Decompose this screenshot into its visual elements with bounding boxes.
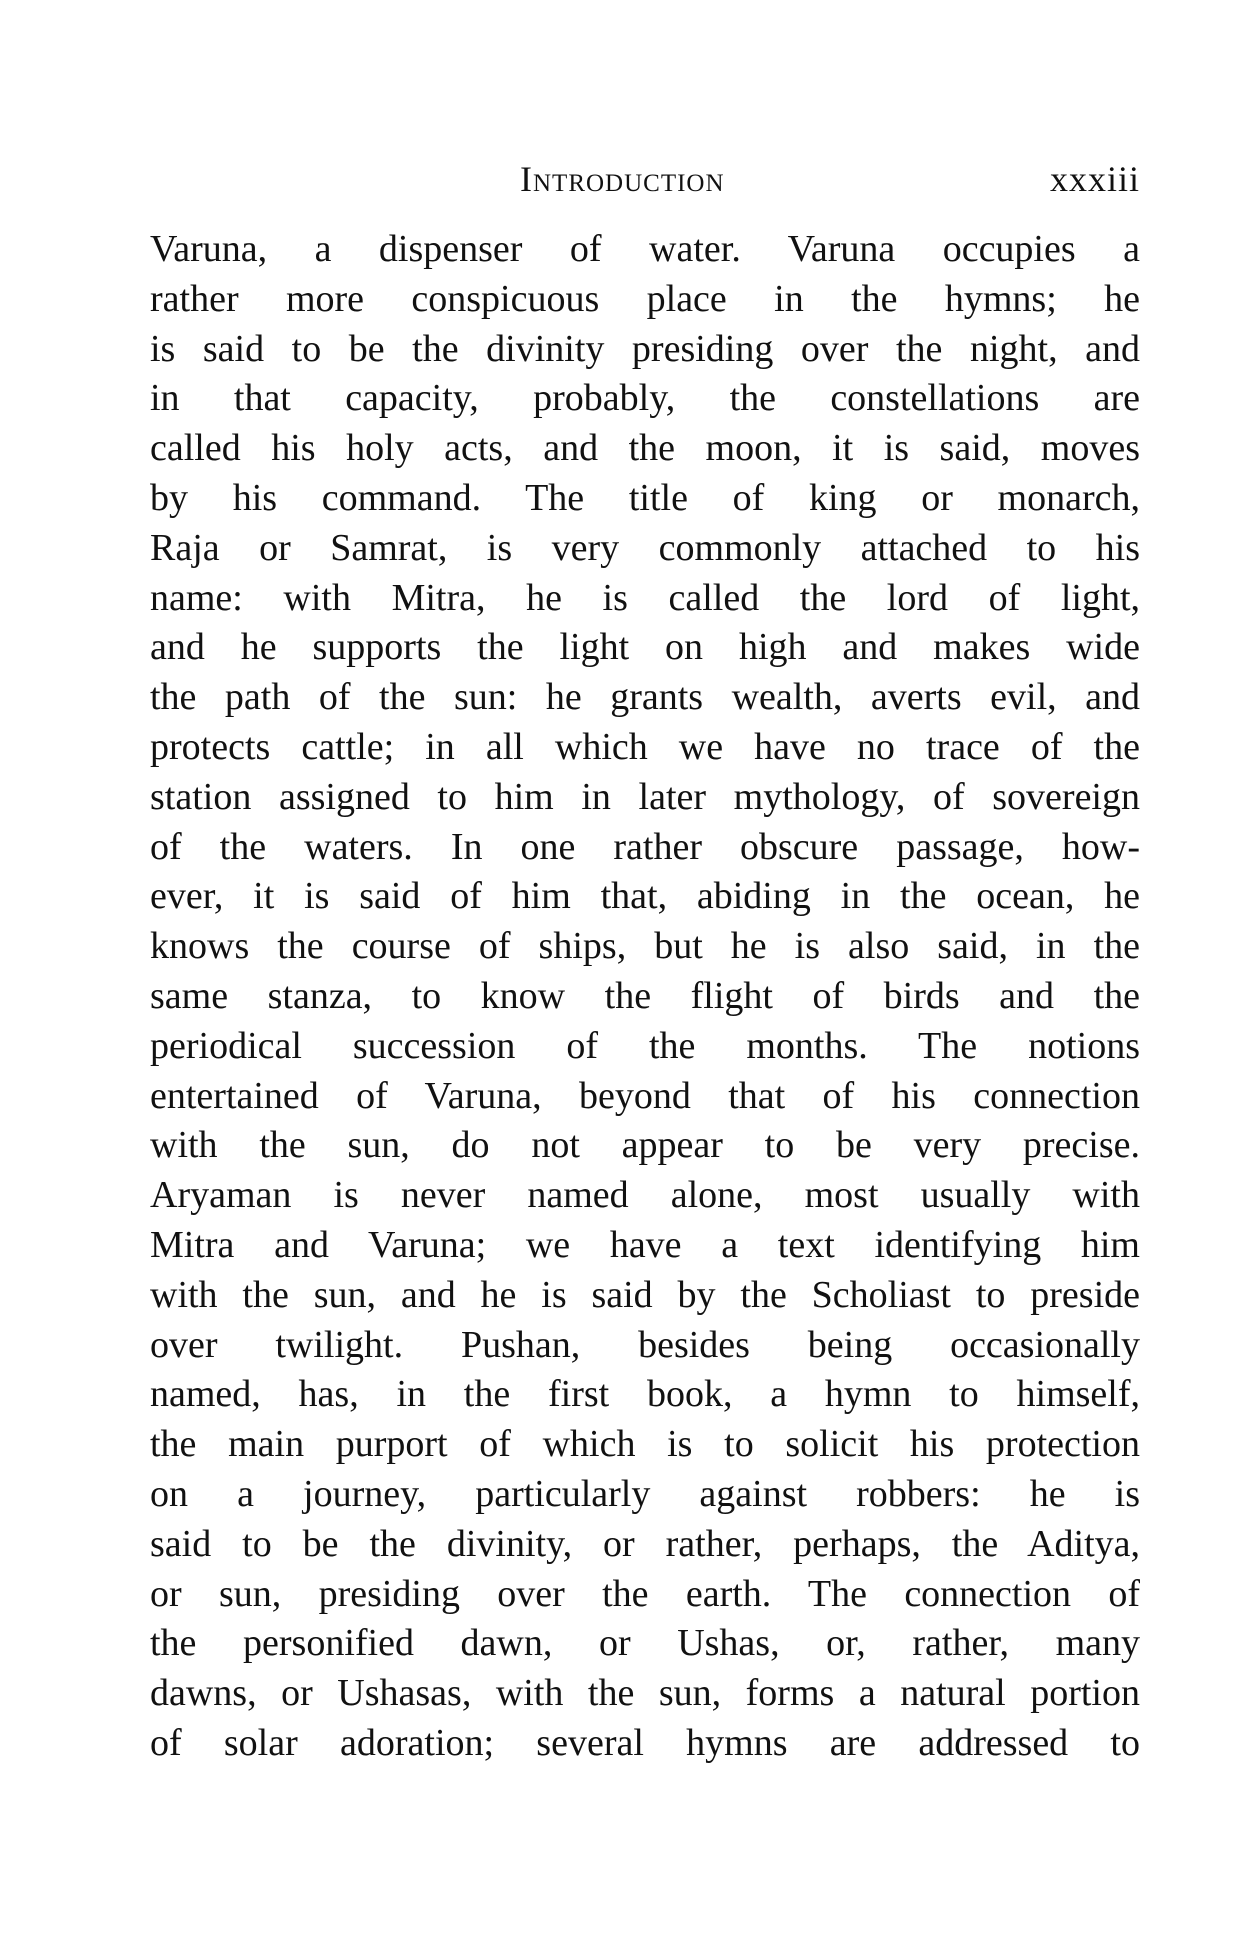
text-line: Mitra and Varuna; we have a text identifying him	[150, 1223, 1140, 1266]
text-line: station assigned to him in later mythology, of sovereign	[150, 775, 1140, 818]
text-line: Varuna, a dispenser of water. Varuna occupies a	[150, 228, 1140, 270]
text-line: ever, it is said of him that, abiding in the ocean, he	[150, 875, 1140, 918]
text-line: or sun, presiding over the earth. The connection of	[150, 1572, 1140, 1615]
body-text	[150, 225, 1140, 1769]
text-line: the path of the sun: he grants wealth, averts evil, and	[150, 676, 1140, 719]
text-line: of the waters. In one rather obscure passage, how-	[150, 825, 1140, 868]
text-line: protects cattle; in all which we have no trace of the	[150, 725, 1140, 768]
text-line: called his holy acts, and the moon, it is said, moves	[150, 427, 1140, 470]
text-line: the personified dawn, or Ushas, or, rather, many	[150, 1622, 1140, 1665]
text-line: periodical succession of the months. The notions	[150, 1024, 1140, 1067]
text-line: Aryaman is never named alone, most usually with	[150, 1174, 1140, 1217]
text-line: over twilight. Pushan, besides being occasionally	[150, 1323, 1140, 1366]
text-line: said to be the divinity, or rather, perhaps, the Aditya,	[150, 1522, 1140, 1565]
text-line: with the sun, do not appear to be very precise.	[150, 1124, 1140, 1167]
text-line: is said to be the divinity presiding over the night, and	[150, 327, 1140, 370]
text-line: with the sun, and he is said by the Scholiast to preside	[150, 1273, 1140, 1316]
text-line: named, has, in the first book, a hymn to himself,	[150, 1373, 1140, 1416]
text-line: same stanza, to know the flight of birds and the	[150, 974, 1140, 1017]
text-line: and he supports the light on high and makes wide	[150, 626, 1140, 669]
text-line: by his command. The title of king or monarch,	[150, 476, 1140, 519]
text-line: dawns, or Ushasas, with the sun, forms a natural portion	[150, 1672, 1140, 1715]
text-line: of solar adoration; several hymns are addressed to	[150, 1721, 1140, 1764]
text-line: Raja or Samrat, is very commonly attached to his	[150, 526, 1140, 569]
text-line: the main purport of which is to solicit his protection	[150, 1423, 1140, 1466]
text-line: in that capacity, probably, the constellations are	[150, 377, 1140, 420]
running-head: Introduction	[520, 159, 725, 199]
page-number: xxxiii	[1049, 159, 1140, 199]
text-line: on a journey, particularly against robbers: he is	[150, 1472, 1140, 1515]
page-header	[150, 158, 1140, 208]
text-line: entertained of Varuna, beyond that of his connection	[150, 1074, 1140, 1117]
text-line: name: with Mitra, he is called the lord of light,	[150, 576, 1140, 619]
text-line: knows the course of ships, but he is also said, in the	[150, 925, 1140, 968]
text-line: rather more conspicuous place in the hymns; he	[150, 277, 1140, 320]
